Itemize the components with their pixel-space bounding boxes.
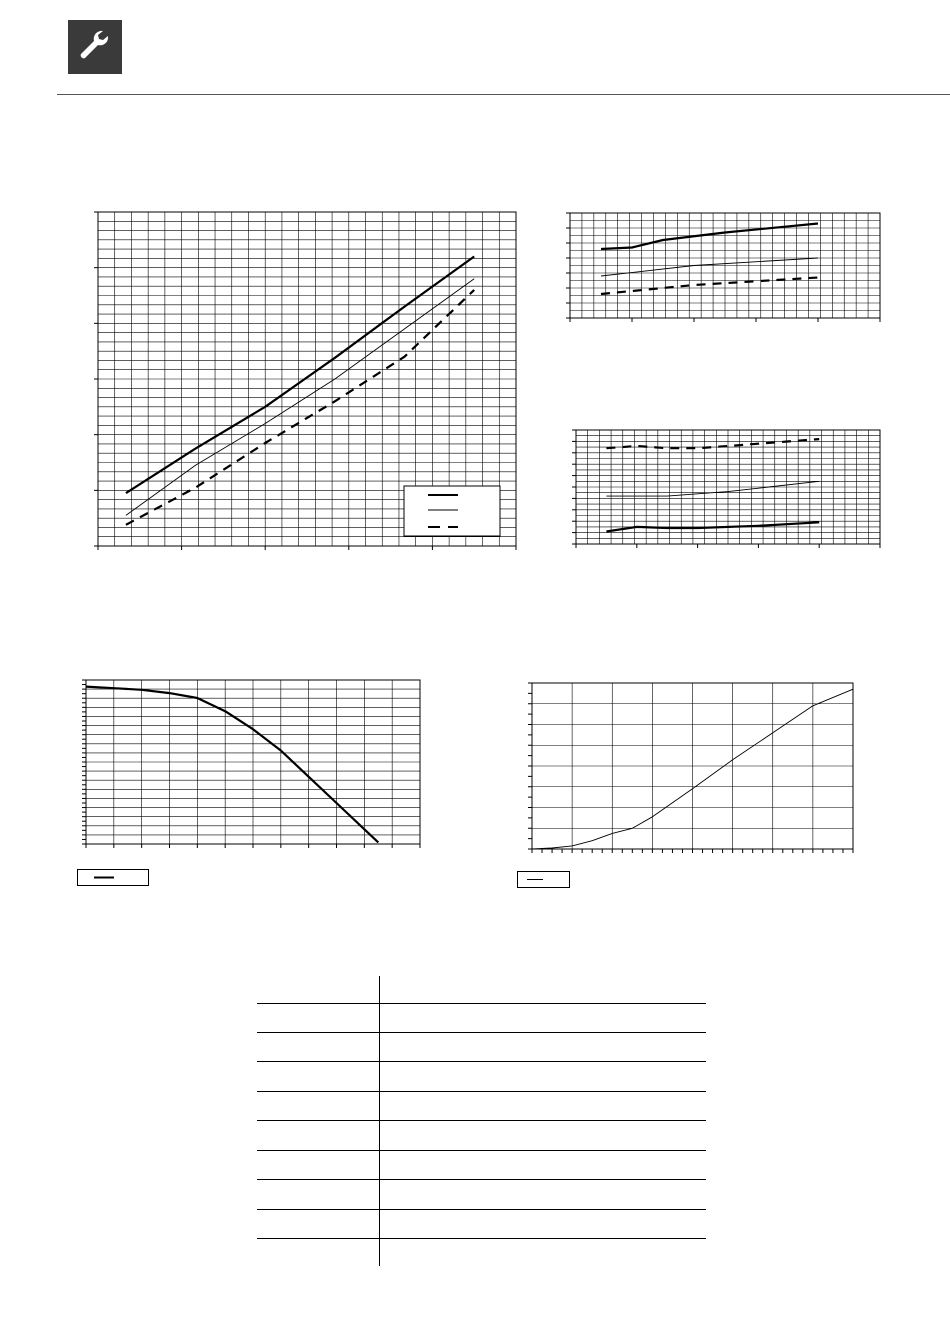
table-row-rule [257,1032,706,1033]
series-line-thin [606,481,819,496]
legend-chart-4 [77,869,150,887]
legend-chart-5 [517,871,571,889]
grid [86,680,420,844]
series-line-thick [601,224,818,250]
table-row-rule [257,1150,706,1151]
legend-box [404,486,500,536]
table-row-rule [257,1091,706,1092]
table-row-rule [257,1238,706,1239]
series-line-thick [126,257,474,494]
chart-3 [572,427,882,548]
table-row-rule [257,1003,706,1004]
table-row-rule [257,1061,706,1062]
data-table [257,976,706,1266]
chart-1 [96,210,518,548]
chart-2 [566,210,882,326]
wrench-icon [68,20,122,74]
wrench-icon-box [68,20,122,74]
legend [404,486,500,536]
table-row-rule [257,1120,706,1121]
table-row-rule [257,1209,706,1210]
chart-4 [84,678,422,846]
series-line-dashed [601,278,818,295]
table-column-divider [379,976,380,1266]
grid [532,683,853,849]
grid [570,213,880,318]
table-row-rule [257,1179,706,1180]
chart-5 [530,681,855,851]
header-rule [57,94,950,95]
series-line-thick [86,687,378,843]
